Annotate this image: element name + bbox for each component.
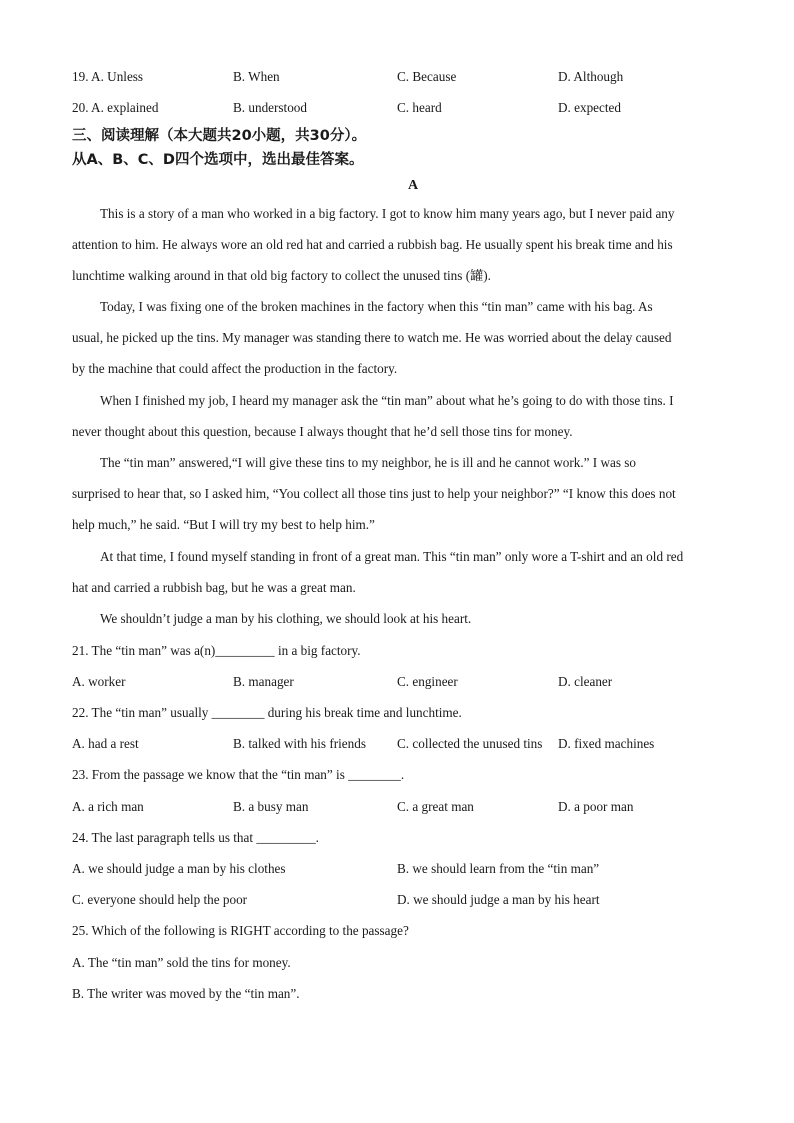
q25-option-a: A. The “tin man” sold the tins for money. (72, 955, 291, 970)
passage-line: The “tin man” answered,“I will give these tins to my neighbor, he is ill and he cannot work.” I was so (100, 455, 636, 470)
q23-stem: 23. From the passage we know that the “tin man” is ________. (72, 767, 405, 782)
passage-line: help much,” he said. “But I will try my best to help him.” (72, 517, 375, 532)
q19-option-b: B. When (233, 69, 280, 84)
q20-option-a: 20. A. explained (72, 100, 159, 115)
q21-stem: 21. The “tin man” was a(n)_________ in a big factory. (72, 643, 361, 658)
q24-option-d: D. we should judge a man by his heart (397, 892, 600, 907)
q24-stem: 24. The last paragraph tells us that _________. (72, 830, 319, 845)
q23-option-a: A. a rich man (72, 799, 144, 814)
passage-line: attention to him. He always wore an old red hat and carried a rubbish bag. He usually spent his break time and his (72, 237, 673, 252)
passage-letter: A (407, 178, 419, 193)
q20-option-c: C. heard (397, 100, 442, 115)
passage-line: never thought about this question, because I always thought that he’d sell those tins for money. (72, 424, 573, 439)
section-header: 三、阅读理解（本大题共20小题，共30分）。 (72, 128, 367, 144)
passage-line: hat and carried a rubbish bag, but he was a great man. (72, 580, 356, 595)
q23-option-b: B. a busy man (233, 799, 309, 814)
passage-line: This is a story of a man who worked in a big factory. I got to know him many years ago, but I never paid any (100, 206, 675, 221)
q20-option-b: B. understood (233, 100, 307, 115)
q19-option-c: C. Because (397, 69, 457, 84)
passage-line: Today, I was fixing one of the broken machines in the factory when this “tin man” came with his bag. As (100, 299, 653, 314)
q25-stem: 25. Which of the following is RIGHT according to the passage? (72, 923, 409, 938)
q24-option-b: B. we should learn from the “tin man” (397, 861, 600, 876)
passage-line: lunchtime walking around in that old big factory to collect the unused tins (罐). (72, 268, 491, 283)
q21-option-b: B. manager (233, 674, 294, 689)
q23-option-d: D. a poor man (558, 799, 634, 814)
passage-line: by the machine that could affect the production in the factory. (72, 361, 398, 376)
q24-option-c: C. everyone should help the poor (72, 892, 248, 907)
passage-line: usual, he picked up the tins. My manager was standing there to watch me. He was worried about the delay caused (72, 330, 672, 345)
q25-option-b: B. The writer was moved by the “tin man”. (72, 986, 300, 1001)
passage-line: We shouldn’t judge a man by his clothing, we should look at his heart. (100, 611, 472, 626)
q22-option-c: C. collected the unused tins (397, 736, 543, 751)
q21-option-c: C. engineer (397, 674, 458, 689)
q21-option-a: A. worker (72, 674, 126, 689)
q22-option-b: B. talked with his friends (233, 736, 366, 751)
q22-stem: 22. The “tin man” usually ________ during his break time and lunchtime. (72, 705, 462, 720)
passage-line: surprised to hear that, so I asked him, “You collect all those tins just to help your neighbor?” “I know this does not (72, 486, 676, 501)
q24-option-a: A. we should judge a man by his clothes (72, 861, 286, 876)
q19-option-d: D. Although (558, 69, 624, 84)
q20-option-d: D. expected (558, 100, 621, 115)
passage-line: At that time, I found myself standing in front of a great man. This “tin man” only wore a T-shirt and an old red (100, 549, 684, 564)
q22-option-d: D. fixed machines (558, 736, 655, 751)
q21-option-d: D. cleaner (558, 674, 613, 689)
passage-line: When I finished my job, I heard my manager ask the “tin man” about what he’s going to do with those tins. I (100, 393, 674, 408)
q22-option-a: A. had a rest (72, 736, 139, 751)
q23-option-c: C. a great man (397, 799, 474, 814)
section-instruction: 从A、B、C、D四个选项中，选出最佳答案。 (72, 152, 364, 168)
q19-option-a: 19. A. Unless (72, 69, 144, 84)
